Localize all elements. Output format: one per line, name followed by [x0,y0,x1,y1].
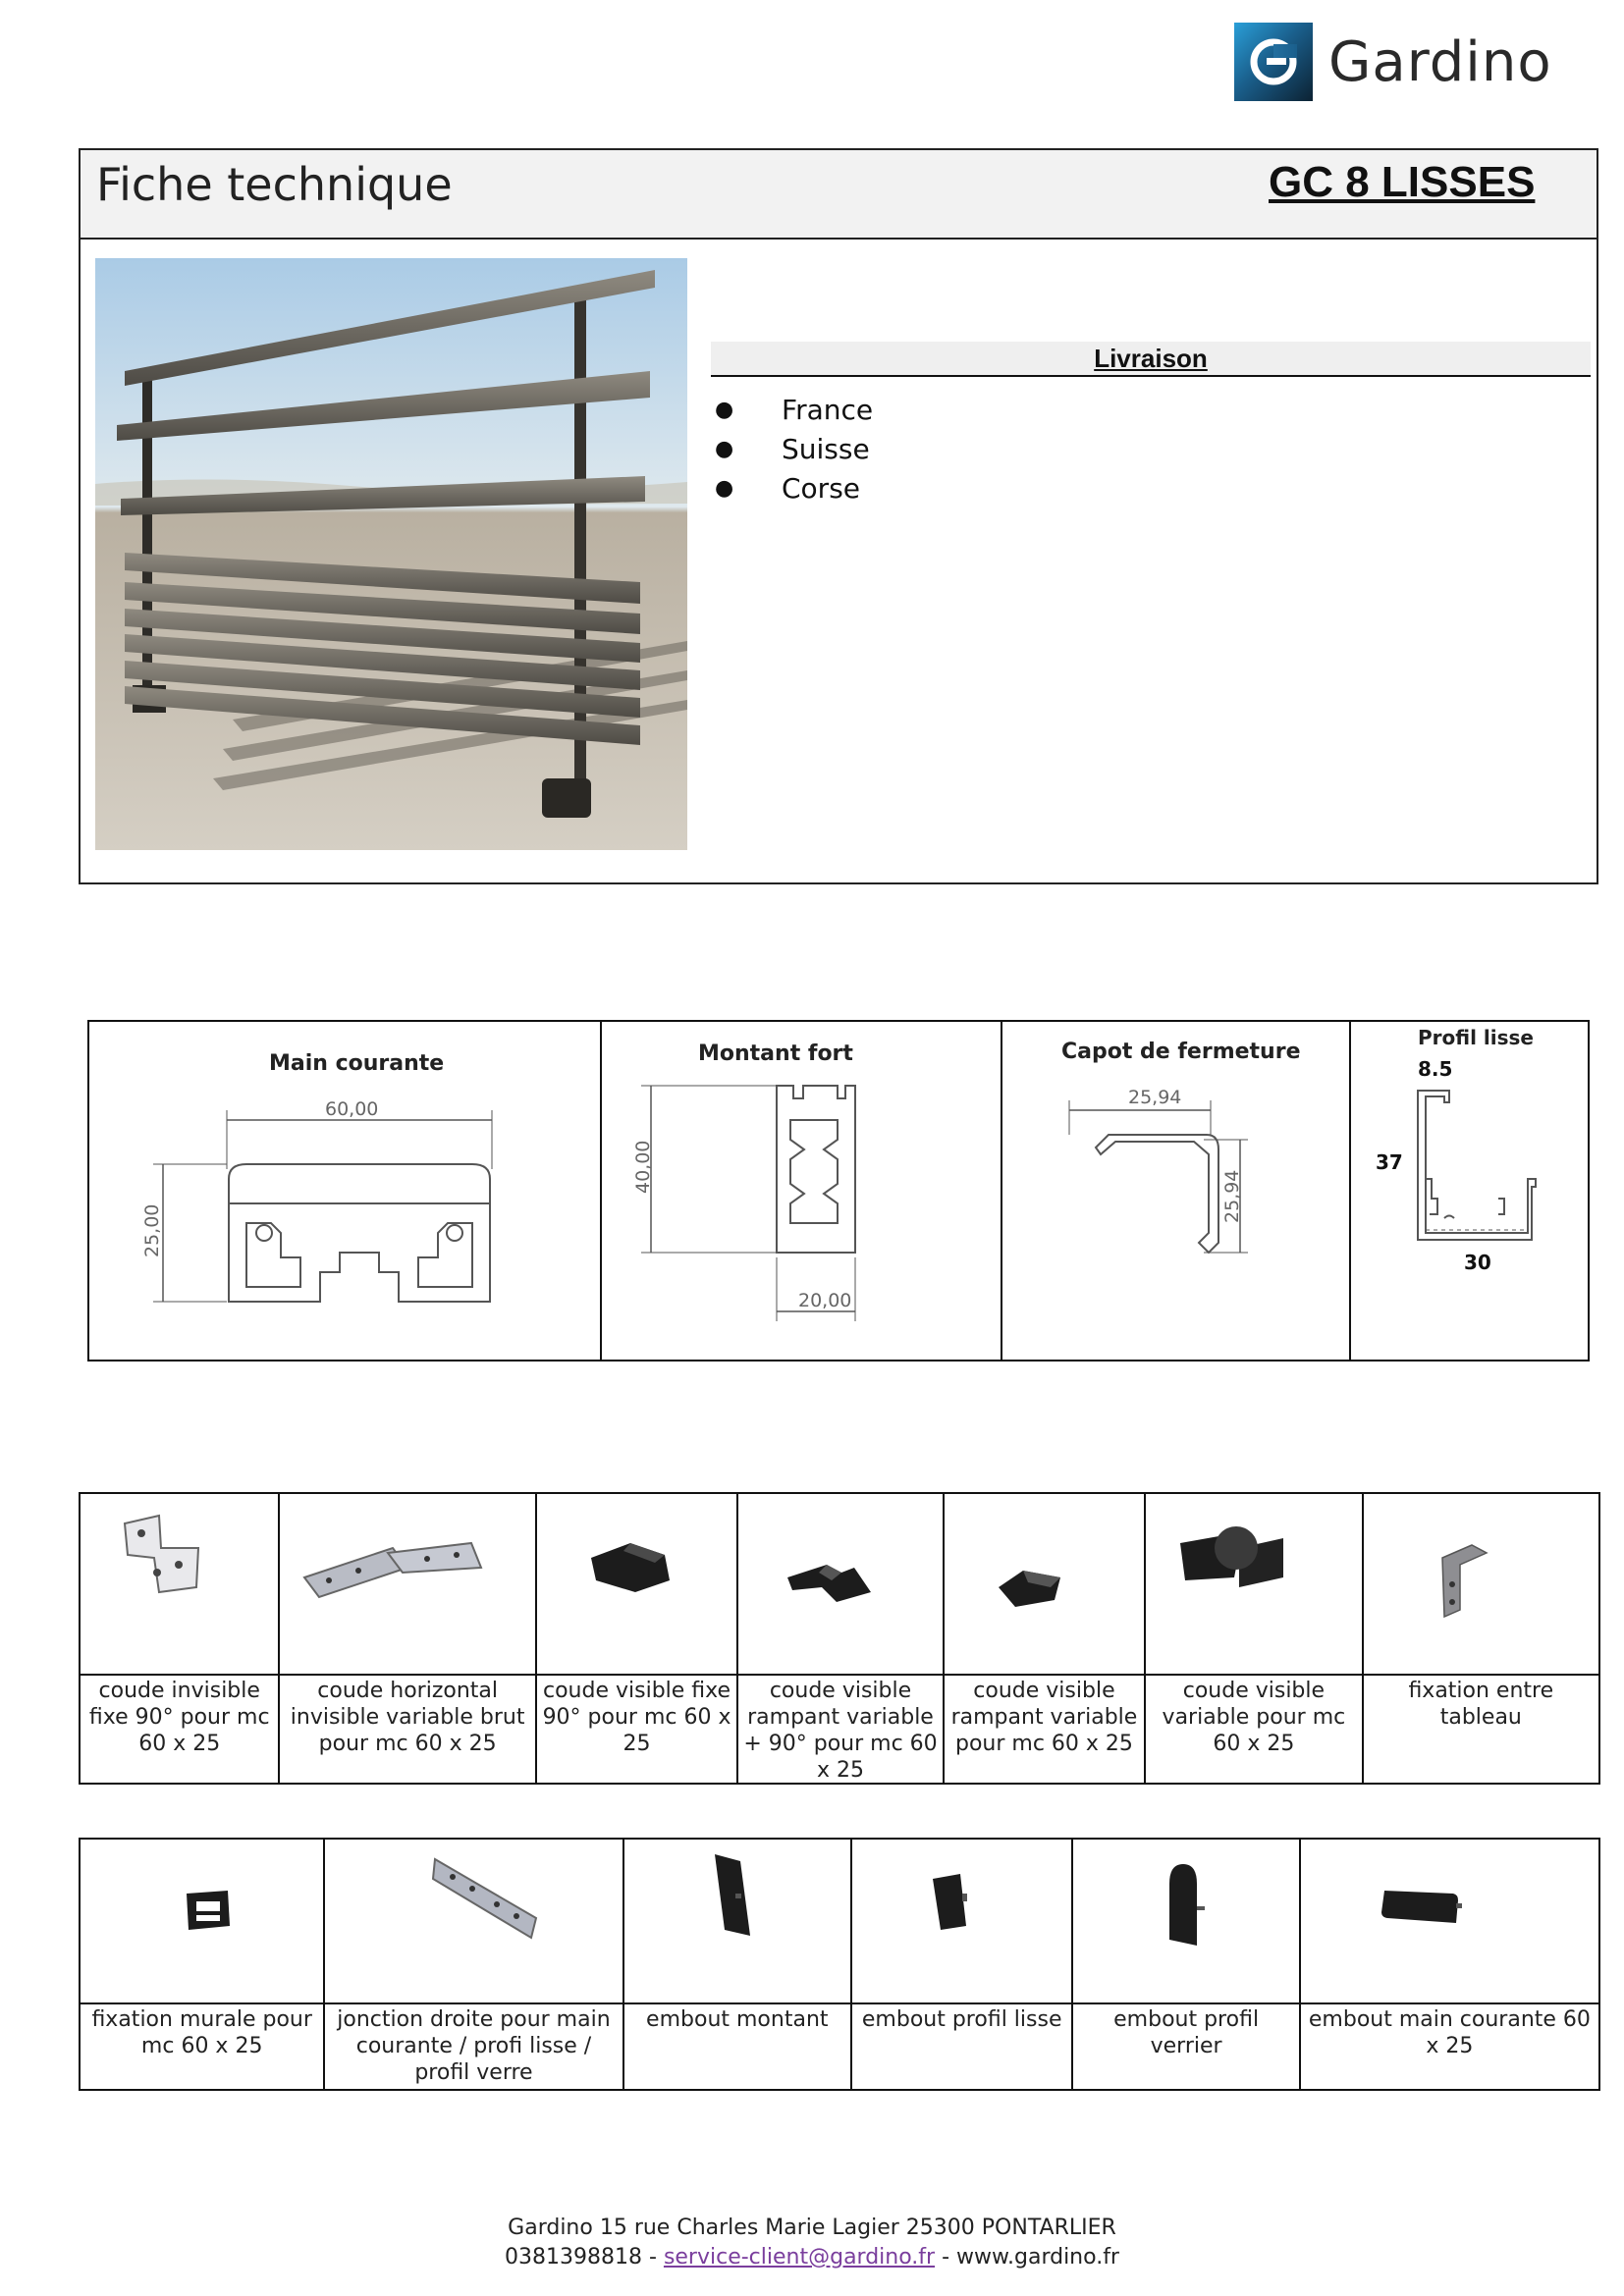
glass-profile-cap-icon [1073,1840,1301,2004]
dim-width: 20,00 [798,1290,852,1311]
profile-cell-main-courante [89,1022,602,1360]
accessory-cell [1364,1494,1598,1783]
profile-title: Profil lisse [1418,1026,1534,1049]
accessory-image [537,1494,736,1676]
accessory-label: embout profil lisse [861,2007,1062,2032]
delivery-country: Suisse [782,433,870,465]
accessory-label: coude visible fixe 90° pour mc 60 x 25 [542,1679,731,1756]
profiles-table [87,1020,1590,1362]
profile-cell-capot [1002,1022,1351,1360]
accessory-label: coude invisible fixe 90° pour mc 60 x 25 [88,1679,270,1756]
dim-height: 40,00 [632,1140,654,1194]
accessory-label: embout main courante 60 x 25 [1308,2007,1591,2058]
bullet-icon: ● [715,398,734,422]
accessory-cell [325,1840,623,2089]
accessory-cell [81,1494,280,1783]
accessory-label: coude visible rampant variable + 90° pour mc 60 x 25 [743,1679,938,1783]
footer-contact [0,2243,1624,2272]
dim-top: 8.5 [1418,1057,1453,1081]
page-footer [0,2214,1624,2272]
profile-cell-profil-lisse [1351,1022,1588,1360]
accessory-label: coude visible variable pour mc 60 x 25 [1162,1679,1346,1756]
accessory-cell [852,1840,1073,2089]
accessory-cell [537,1494,738,1783]
product-photo [95,258,687,850]
profile-cell-montant-fort [602,1022,1002,1360]
footer-separator: - [942,2245,950,2269]
accessory-cell [280,1494,536,1783]
dim-height: 37 [1376,1150,1403,1174]
profile-title: Main courante [269,1051,445,1076]
accessory-label: fixation murale pour mc 60 x 25 [91,2007,312,2058]
handrail-profile-drawing [89,1022,602,1360]
product-code: GC 8 LISSES [1269,158,1536,206]
footer-email-link[interactable]: service-client@gardino.fr [663,2245,936,2269]
black-elbow-icon [537,1494,739,1676]
dim-width: 30 [1464,1251,1491,1274]
accessory-label: fixation entre tableau [1408,1679,1554,1730]
accessory-image [280,1494,534,1676]
black-ramp-joint-icon [945,1494,1147,1676]
accessory-image [1146,1494,1361,1676]
accessory-image [1364,1494,1598,1676]
accessories-table-1 [79,1492,1600,1785]
accessory-cell [1146,1494,1363,1783]
accessory-label: jonction droite pour main courante / profi lisse / profil verre [337,2007,611,2085]
accessory-cell [81,1840,325,2089]
dim-width: 25,94 [1128,1087,1182,1108]
accessory-label: embout profil verrier [1113,2007,1260,2058]
accessory-cell [945,1494,1146,1783]
cover-profile-drawing [1002,1022,1351,1360]
list-item [711,430,873,469]
brand-name: Gardino [1328,29,1552,94]
accessory-image [81,1840,323,2004]
profile-title: Capot de fermeture [1061,1040,1301,1064]
accessory-image [1301,1840,1598,2004]
footer-phone: 0381398818 [505,2245,642,2269]
accessories-table-2 [79,1838,1600,2091]
black-swivel-elbow-icon [1146,1494,1364,1676]
footer-separator: - [648,2245,657,2269]
delivery-title: Livraison [1094,344,1208,373]
rail-end-cap-icon [852,1840,1074,2004]
dim-height: 25,00 [141,1203,163,1257]
slat-profile-drawing [1351,1022,1588,1360]
bullet-icon: ● [715,437,734,461]
accessory-cell [738,1494,944,1783]
accessory-cell [1073,1840,1300,2089]
delivery-header [711,342,1591,377]
gardino-g-logo-icon [1234,23,1313,101]
footer-address: Gardino 15 rue Charles Marie Lagier 25300 PONTARLIER [508,2216,1116,2240]
accessory-image [945,1494,1144,1676]
accessory-image [624,1840,850,2004]
list-item [711,469,873,508]
accessory-label: embout montant [646,2007,829,2032]
accessory-image [1073,1840,1298,2004]
accessory-label: coude horizontal invisible variable brut pour mc 60 x 25 [290,1679,525,1756]
delivery-list [711,391,873,508]
angle-bracket-icon [1364,1494,1599,1676]
black-ramp-elbow-icon [738,1494,945,1676]
list-item [711,391,873,430]
wall-clip-icon [81,1840,326,2004]
dim-width: 60,00 [325,1098,379,1120]
header-bar [81,150,1597,240]
delivery-country: Corse [782,472,861,505]
document-title: Fiche technique [96,158,453,211]
accessory-cell [624,1840,852,2089]
footer-website[interactable]: www.gardino.fr [956,2245,1119,2269]
accessory-label: coude visible rampant variable pour mc 60 x 25 [950,1679,1138,1756]
accessory-cell [1301,1840,1598,2089]
accessory-image [81,1494,278,1676]
profile-title: Montant fort [698,1041,853,1066]
accessory-image [325,1840,622,2004]
flat-l-plate-icon [81,1494,281,1676]
dim-height: 25,94 [1221,1169,1243,1223]
hinged-plate-icon [280,1494,537,1676]
handrail-end-cap-icon [1301,1840,1599,2004]
accessory-image [738,1494,942,1676]
accessory-image [852,1840,1071,2004]
delivery-country: France [782,394,874,426]
brand-logo [1234,23,1588,101]
post-end-cap-icon [624,1840,853,2004]
bullet-icon: ● [715,476,734,501]
straight-plate-icon [325,1840,624,2004]
post-profile-drawing [602,1022,1002,1360]
product-header-section [79,148,1598,884]
